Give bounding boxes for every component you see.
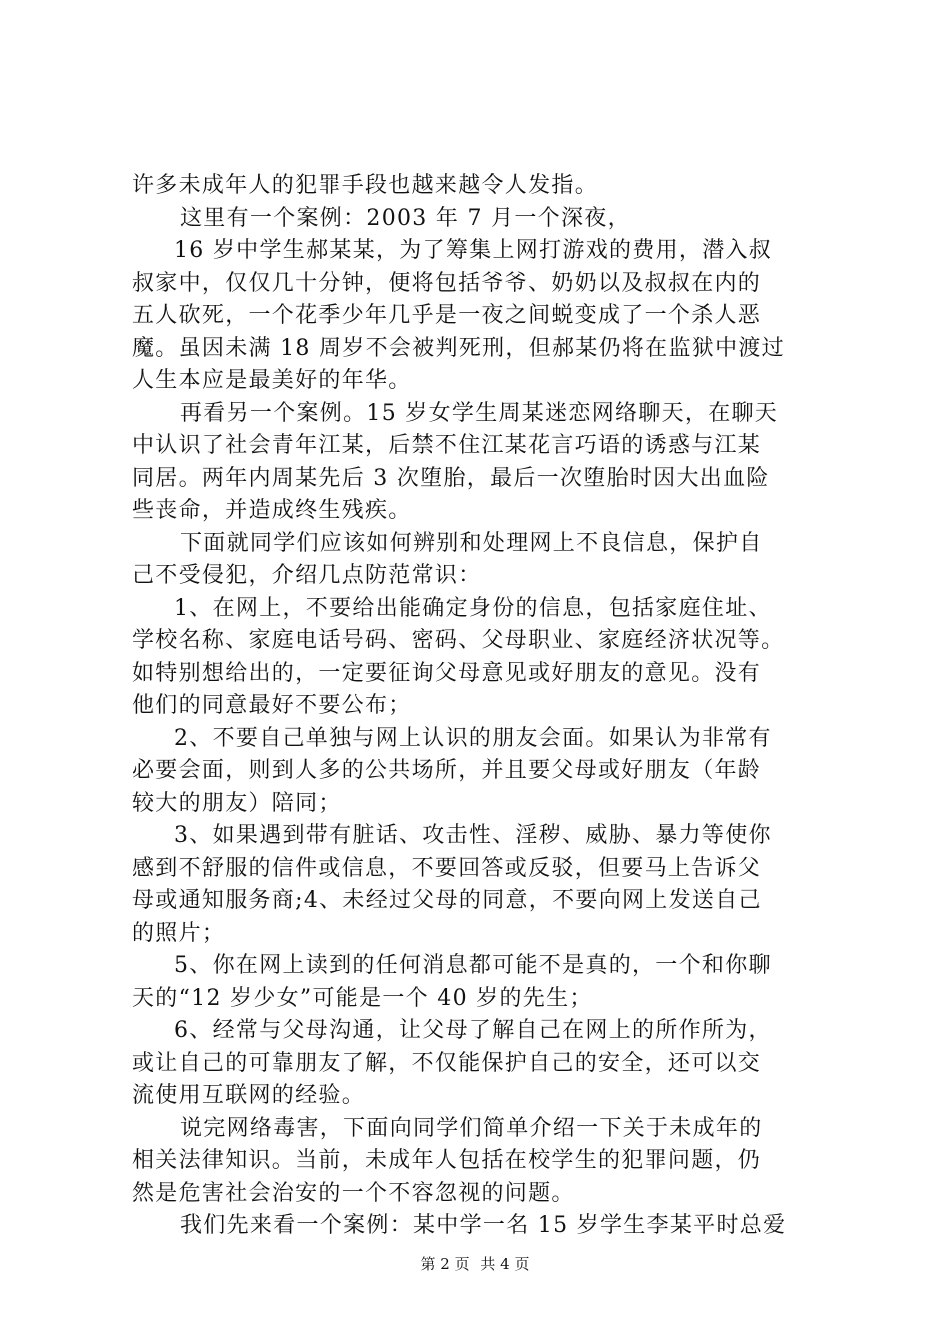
page-total: 共 4 页 [480,1255,530,1273]
text-line: 我们先来看一个案例：某中学一名 15 岁学生李某平时总爱 [180,1213,787,1238]
text-line: 如特别想给出的，一定要征询父母意见或好朋友的意见。没有 [132,660,762,686]
text-line: 5、你在网上读到的任何消息都可能不是真的，一个和你聊 [174,953,772,978]
page-number: 第 2 页 [420,1255,470,1273]
text-line: 相关法律知识。当前，未成年人包括在校学生的犯罪问题，仍 [132,1148,762,1173]
text-line: 6、经常与父母沟通，让父母了解自己在网上的所作所为， [174,1018,772,1043]
text-line: 较大的朋友）陪同； [132,790,342,816]
text-line: 下面就同学们应该如何辨别和处理网上不良信息，保护自 [180,530,763,556]
text-line: 己不受侵犯，介绍几点防范常识： [132,563,482,588]
text-line: 这里有一个案例：2003 年 7 月一个深夜， [180,205,631,231]
text-line: 叔家中，仅仅几十分钟，便将包括爷爷、奶奶以及叔叔在内的 [132,270,762,296]
text-line: 然是危害社会治安的一个不容忽视的问题。 [132,1180,575,1206]
text-line: 些丧命，并造成终生残疾。 [132,498,412,523]
text-line: 2、不要自己单独与网上认识的朋友会面。如果认为非常有 [174,725,772,751]
text-line: 1、在网上，不要给出能确定身份的信息，包括家庭住址、 [174,595,772,621]
text-line: 母或通知服务商;4、未经过父母的同意，不要向网上发送自己 [132,888,762,913]
text-line: 说完网络毒害，下面向同学们简单介绍一下关于未成年的 [180,1115,763,1141]
text-line: 或让自己的可靠朋友了解，不仅能保护自己的安全，还可以交 [132,1050,762,1076]
body-text [132,170,832,1243]
text-line: 3、如果遇到带有脏话、攻击性、淫秽、威胁、暴力等使你 [174,823,772,848]
text-line: 流使用互联网的经验。 [132,1083,366,1108]
text-line: 许多未成年人的犯罪手段也越来越令人发指。 [132,173,599,198]
page-footer [0,1254,950,1274]
text-line: 人生本应是最美好的年华。 [132,368,412,393]
text-line: 天的“12 岁少女”可能是一个 40 岁的先生； [132,985,593,1011]
text-line: 五人砍死，一个花季少年几乎是一夜之间蜕变成了一个杀人恶 [132,303,762,328]
text-line: 16 岁中学生郝某某，为了筹集上网打游戏的费用，潜入叔 [174,238,773,263]
text-line: 感到不舒服的信件或信息，不要回答或反驳，但要马上告诉父 [132,855,762,881]
text-line: 魔。虽因未满 18 周岁不会被判死刑，但郝某仍将在监狱中渡过 [132,335,785,361]
text-line: 中认识了社会青年江某，后禁不住江某花言巧语的诱惑与江某 [132,433,762,458]
text-line: 的照片； [132,920,226,946]
text-line: 必要会面，则到人多的公共场所，并且要父母或好朋友（年龄 [132,758,762,783]
text-line: 学校名称、家庭电话号码、密码、父母职业、家庭经济状况等。 [132,628,785,653]
text-line: 他们的同意最好不要公布； [132,693,412,718]
text-line: 再看另一个案例。15 岁女学生周某迷恋网络聊天，在聊天 [180,400,779,426]
text-line: 同居。两年内周某先后 3 次堕胎，最后一次堕胎时因大出血险 [132,465,770,491]
